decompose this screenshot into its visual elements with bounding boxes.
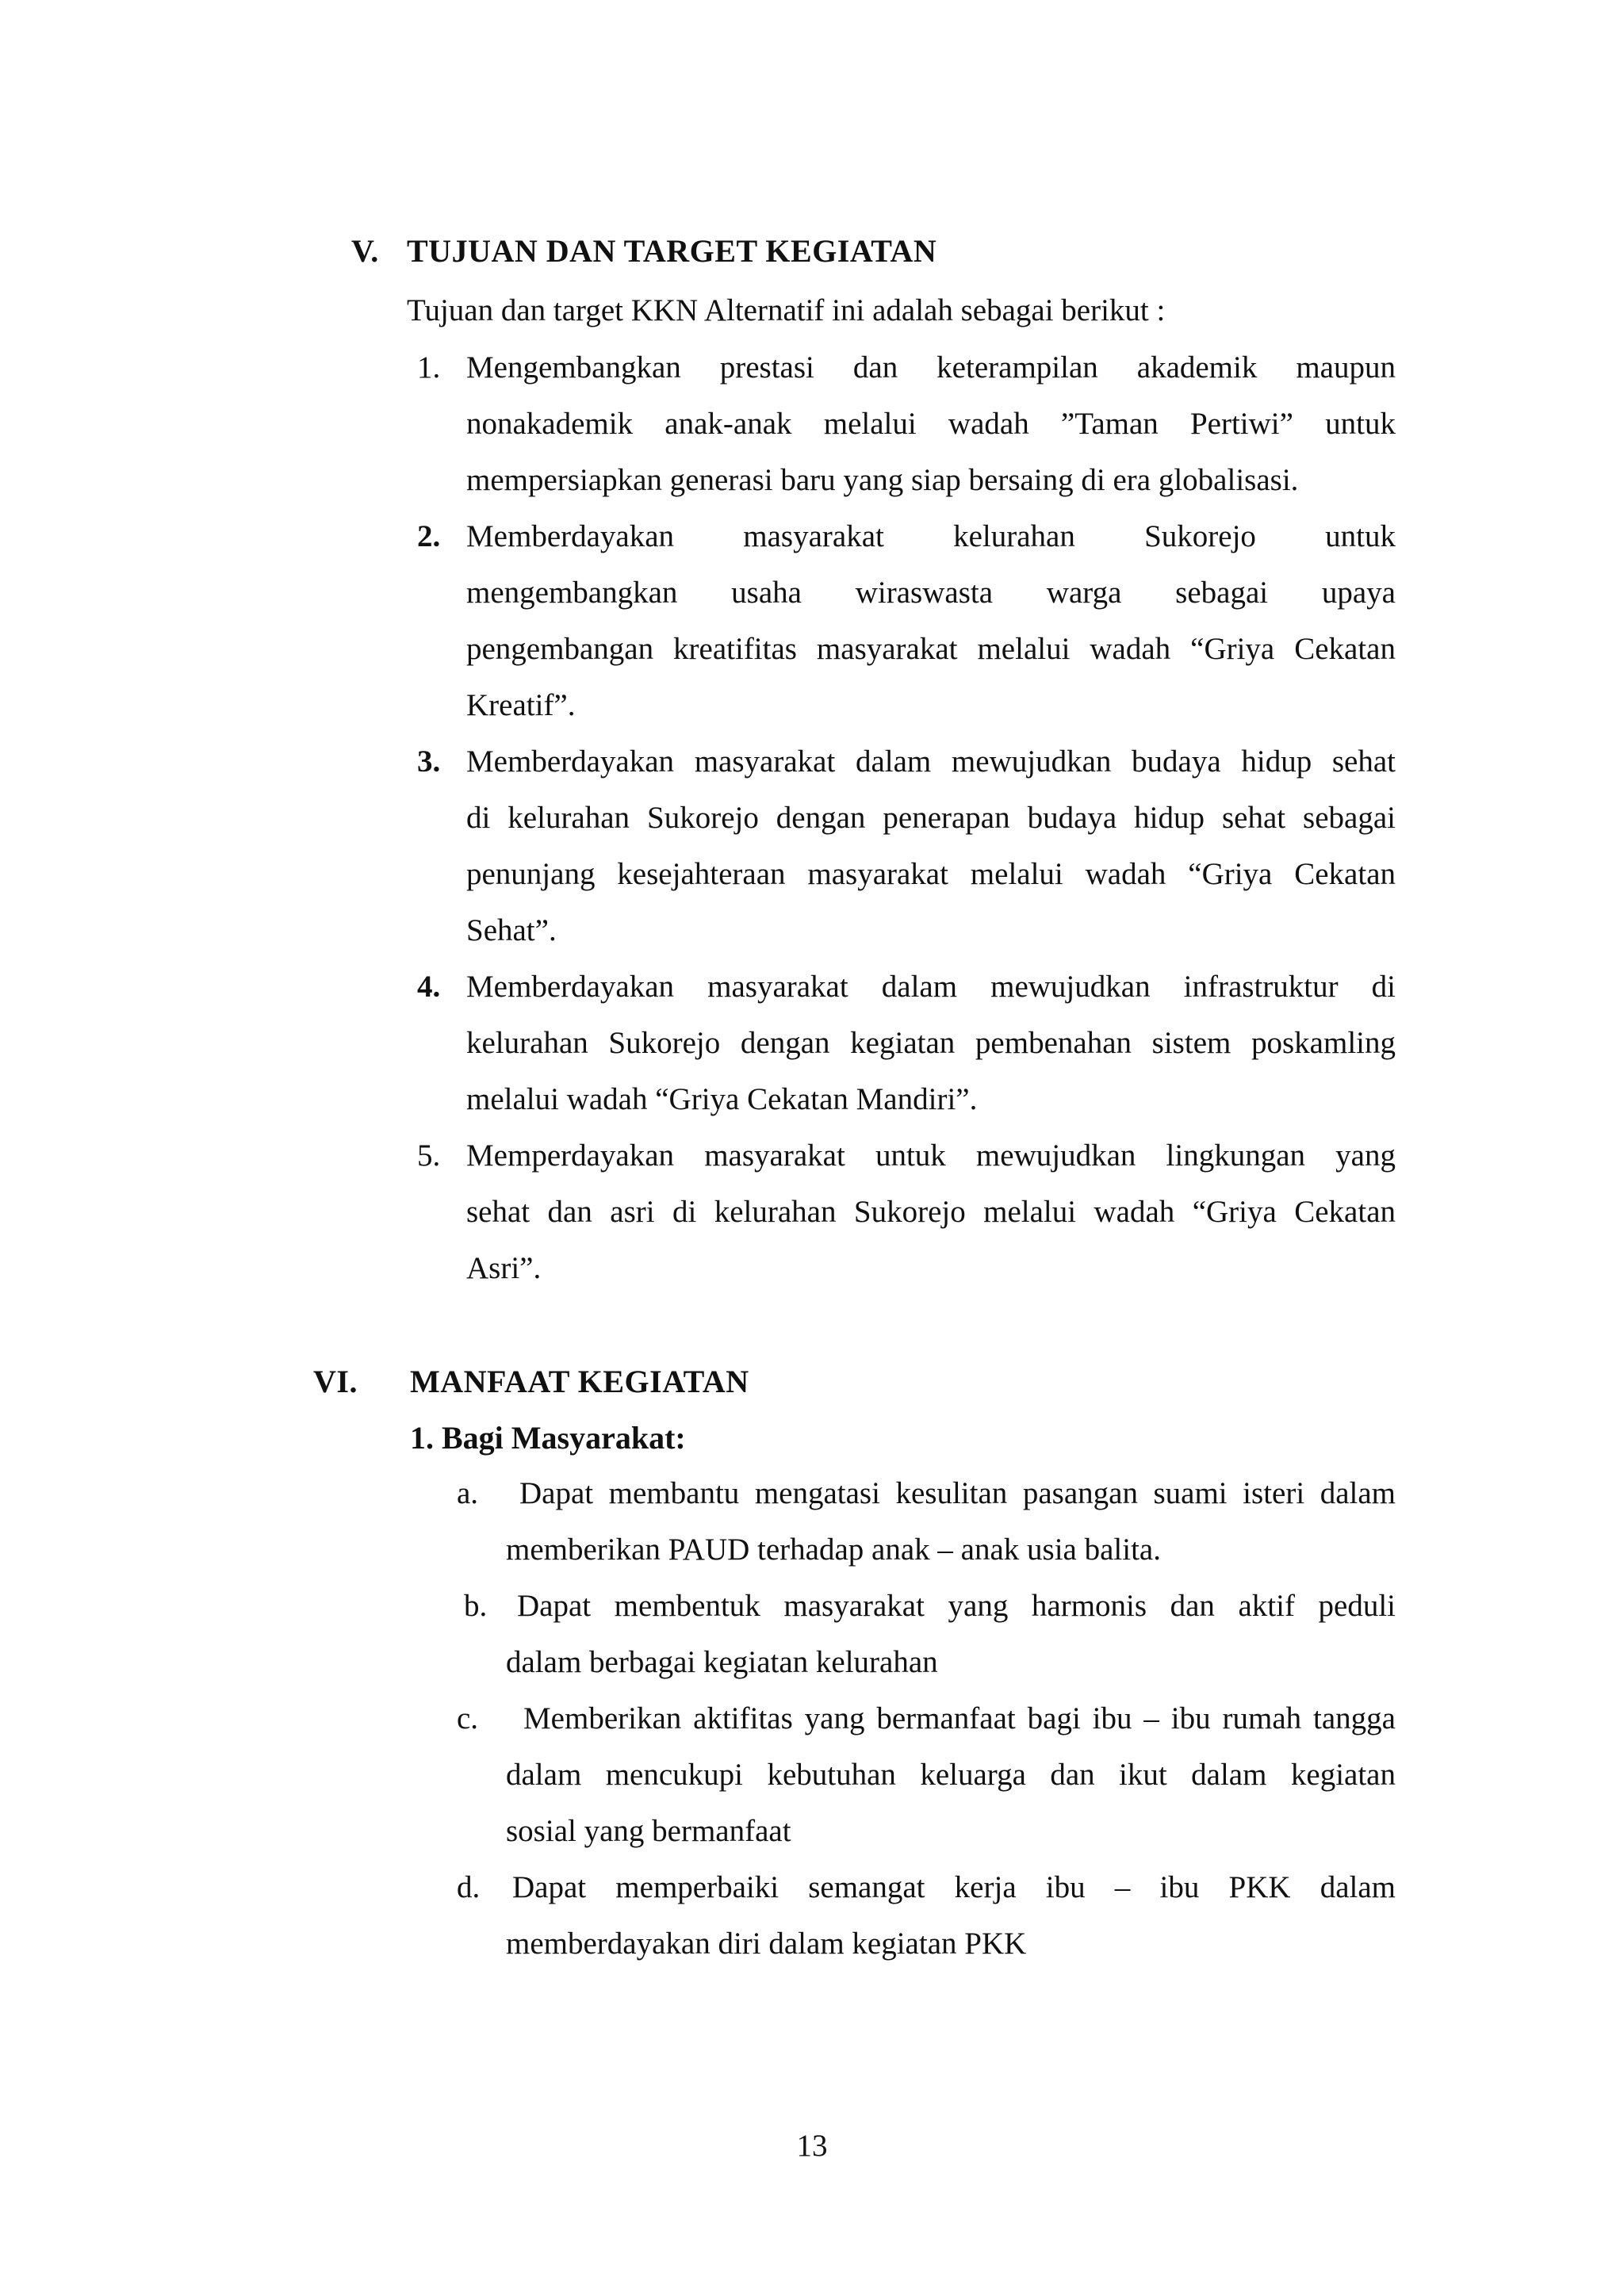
list-item-line: melalui wadah “Griya Cekatan Mandiri”. (466, 1082, 978, 1116)
list-item-line: Memberdayakan masyarakat dalam mewujudkan budaya hidup sehat (466, 744, 1396, 779)
list-item-line: Memberdayakan masyarakat kelurahan Sukorejo untuk (466, 519, 1396, 553)
list-item-number: 5. (417, 1138, 441, 1173)
list-item-line: Sehat”. (466, 913, 557, 947)
list-item-line: Mengembangkan prestasi dan keterampilan akademik maupun (466, 350, 1396, 385)
list-item-line: mengembangkan usaha wiraswasta warga sebagai upaya (466, 576, 1396, 610)
list-item-line: sehat dan asri di kelurahan Sukorejo melalui wadah “Griya Cekatan (466, 1195, 1396, 1229)
list-item-line: Dapat memperbaiki semangat kerja ibu – ibu PKK dalam (512, 1870, 1396, 1904)
section-v-heading (351, 232, 1382, 272)
list-item-number: 4. (417, 970, 441, 1004)
section-vi-heading (313, 1363, 1344, 1402)
list-item-line: memberdayakan diri dalam kegiatan PKK (506, 1927, 1027, 1961)
list-item-line: kelurahan Sukorejo dengan kegiatan pembenahan sistem poskamling (466, 1026, 1396, 1060)
list-item-line: dalam mencukupi kebutuhan keluarga dan ikut dalam kegiatan (506, 1758, 1396, 1792)
page-number: 13 (796, 2129, 828, 2163)
list-item-letter: d. (457, 1870, 481, 1904)
list-item-letter: c. (457, 1701, 479, 1735)
list-item-line: Kreatif”. (466, 688, 576, 722)
list-item-line: Memberikan aktifitas yang bermanfaat bagi ibu – ibu rumah tangga (523, 1701, 1396, 1735)
list-item-line: di kelurahan Sukorejo dengan penerapan budaya hidup sehat sebagai (466, 801, 1396, 835)
section-vi-title: MANFAAT KEGIATAN (410, 1364, 749, 1399)
list-item-line: Asri”. (466, 1251, 542, 1285)
list-item-line: Dapat membentuk masyarakat yang harmonis dan aktif peduli (517, 1589, 1396, 1623)
section-v-title: TUJUAN DAN TARGET KEGIATAN (407, 233, 937, 269)
list-item-line: memberikan PAUD terhadap anak – anak usia balita. (506, 1533, 1161, 1567)
list-item-line: sosial yang bermanfaat (506, 1814, 791, 1848)
list-item-line: mempersiapkan generasi baru yang siap bersaing di era globalisasi. (466, 463, 1299, 497)
section-vi-number: VI. (313, 1364, 358, 1399)
list-item-line: pengembangan kreatifitas masyarakat melalui wadah “Griya Cekatan (466, 632, 1396, 666)
list-item-line: nonakademik anak-anak melalui wadah ”Taman Pertiwi” untuk (466, 407, 1396, 441)
list-item-letter: b. (464, 1589, 488, 1623)
list-item-number: 2. (417, 519, 441, 553)
list-item-letter: a. (457, 1476, 479, 1510)
section-v-number: V. (351, 233, 379, 269)
list-item-line: Memperdayakan masyarakat untuk mewujudkan lingkungan yang (466, 1138, 1396, 1173)
list-item-number: 1. (417, 350, 441, 385)
list-item-number: 3. (417, 744, 441, 779)
section-v-intro: Tujuan dan target KKN Alternatif ini adalah sebagai berikut : (407, 293, 1166, 327)
section-vi-subheading: 1. Bagi Masyarakat: (410, 1420, 686, 1456)
list-item-line: dalam berbagai kegiatan kelurahan (506, 1645, 938, 1679)
list-item-line: Dapat membantu mengatasi kesulitan pasangan suami isteri dalam (519, 1476, 1396, 1510)
list-item-line: penunjang kesejahteraan masyarakat melalui wadah “Griya Cekatan (466, 857, 1396, 891)
list-item-line: Memberdayakan masyarakat dalam mewujudkan infrastruktur di (466, 970, 1396, 1004)
